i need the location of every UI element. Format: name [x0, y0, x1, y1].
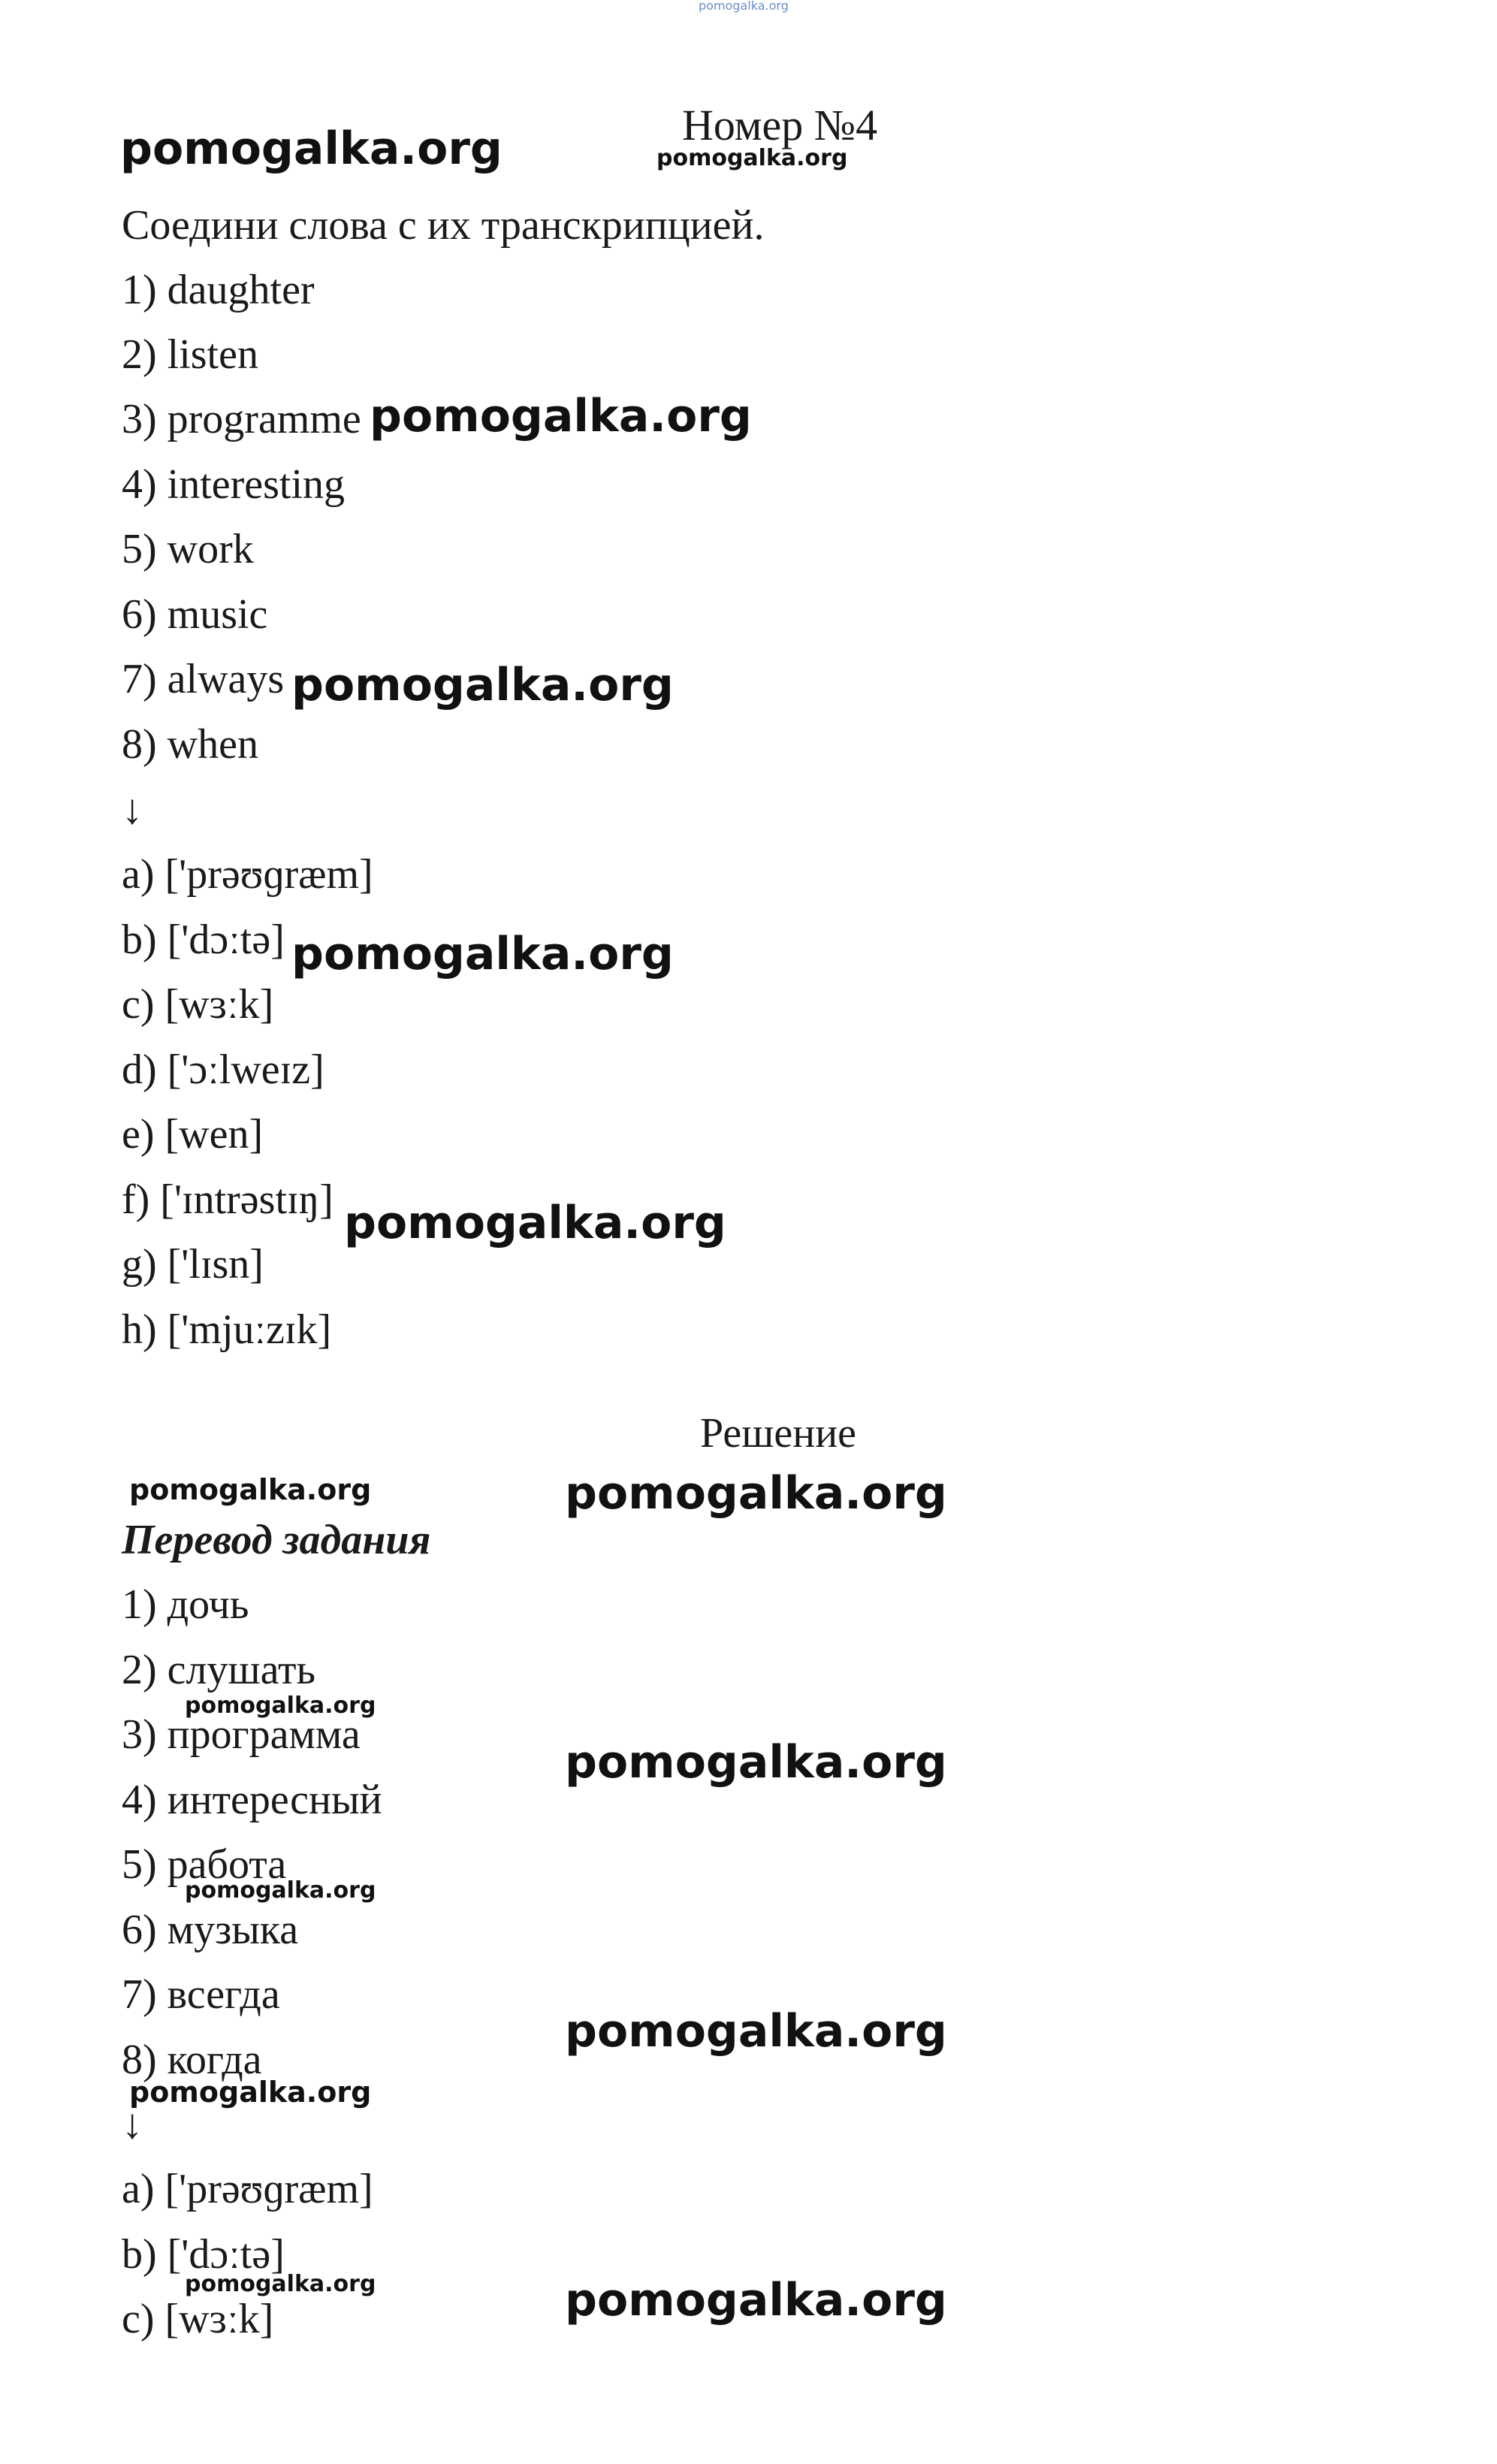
watermark: pomogalka.org	[291, 659, 674, 711]
list-item: a) ['prəʊɡræm]	[122, 2166, 373, 2212]
list-item: 6) music	[122, 591, 268, 638]
list-item: 5) работа	[122, 1841, 287, 1888]
list-item: h) ['mjuːzɪk]	[122, 1306, 332, 1353]
list-item: 8) когда	[122, 2037, 262, 2083]
list-item: 1) daughter	[122, 267, 315, 313]
watermark: pomogalka.org	[185, 2271, 376, 2297]
list-item: 4) interesting	[122, 461, 346, 508]
list-item: g) ['lɪsn]	[122, 1241, 264, 1288]
list-item: 7) always	[122, 656, 285, 702]
list-item: 3) программа	[122, 1711, 361, 1758]
solution-heading: Решение	[700, 1410, 857, 1457]
list-item: 4) интересный	[122, 1777, 382, 1823]
list-item: 2) слушать	[122, 1647, 315, 1693]
list-item: 3) programme	[122, 396, 361, 442]
watermark: pomogalka.org	[185, 1692, 376, 1719]
watermark: pomogalka.org	[370, 390, 752, 442]
task-instruction: Соедини слова с их транскрипцией.	[122, 202, 765, 249]
watermark: pomogalka.org	[129, 2076, 372, 2109]
list-item: 8) when	[122, 721, 258, 768]
watermark: pomogalka.org	[291, 928, 674, 980]
list-item: f) ['ɪntrəstɪŋ]	[122, 1176, 334, 1223]
arrow-down-icon: ↓	[122, 2101, 143, 2148]
list-item: b) ['dɔːtə]	[122, 916, 285, 963]
list-item: 6) музыка	[122, 1907, 299, 1953]
list-item: 2) listen	[122, 331, 258, 378]
list-item: d) ['ɔːlweɪz]	[122, 1046, 324, 1093]
watermark: pomogalka.org	[565, 1467, 947, 1520]
arrow-down-icon: ↓	[122, 787, 143, 833]
watermark-top: pomogalka.org	[699, 0, 789, 13]
watermark: pomogalka.org	[129, 1473, 372, 1506]
watermark: pomogalka.org	[344, 1197, 726, 1249]
watermark: pomogalka.org	[120, 122, 503, 175]
list-item: a) ['prəʊɡræm]	[122, 851, 373, 898]
watermark: pomogalka.org	[185, 1877, 376, 1904]
page-title: Номер №4	[682, 101, 878, 149]
list-item: 1) дочь	[122, 1581, 249, 1628]
watermark: pomogalka.org	[565, 2005, 947, 2058]
list-item: 5) work	[122, 526, 254, 572]
list-item: 7) всегда	[122, 1971, 280, 2018]
list-item: c) [wɜːk]	[122, 2296, 274, 2342]
list-item: e) [wen]	[122, 1111, 264, 1158]
list-item: c) [wɜːk]	[122, 981, 274, 1028]
watermark: pomogalka.org	[565, 1736, 947, 1789]
translation-heading: Перевод задания	[122, 1517, 431, 1563]
watermark: pomogalka.org	[656, 145, 848, 171]
list-item: b) ['dɔːtə]	[122, 2231, 285, 2278]
watermark: pomogalka.org	[565, 2274, 947, 2327]
